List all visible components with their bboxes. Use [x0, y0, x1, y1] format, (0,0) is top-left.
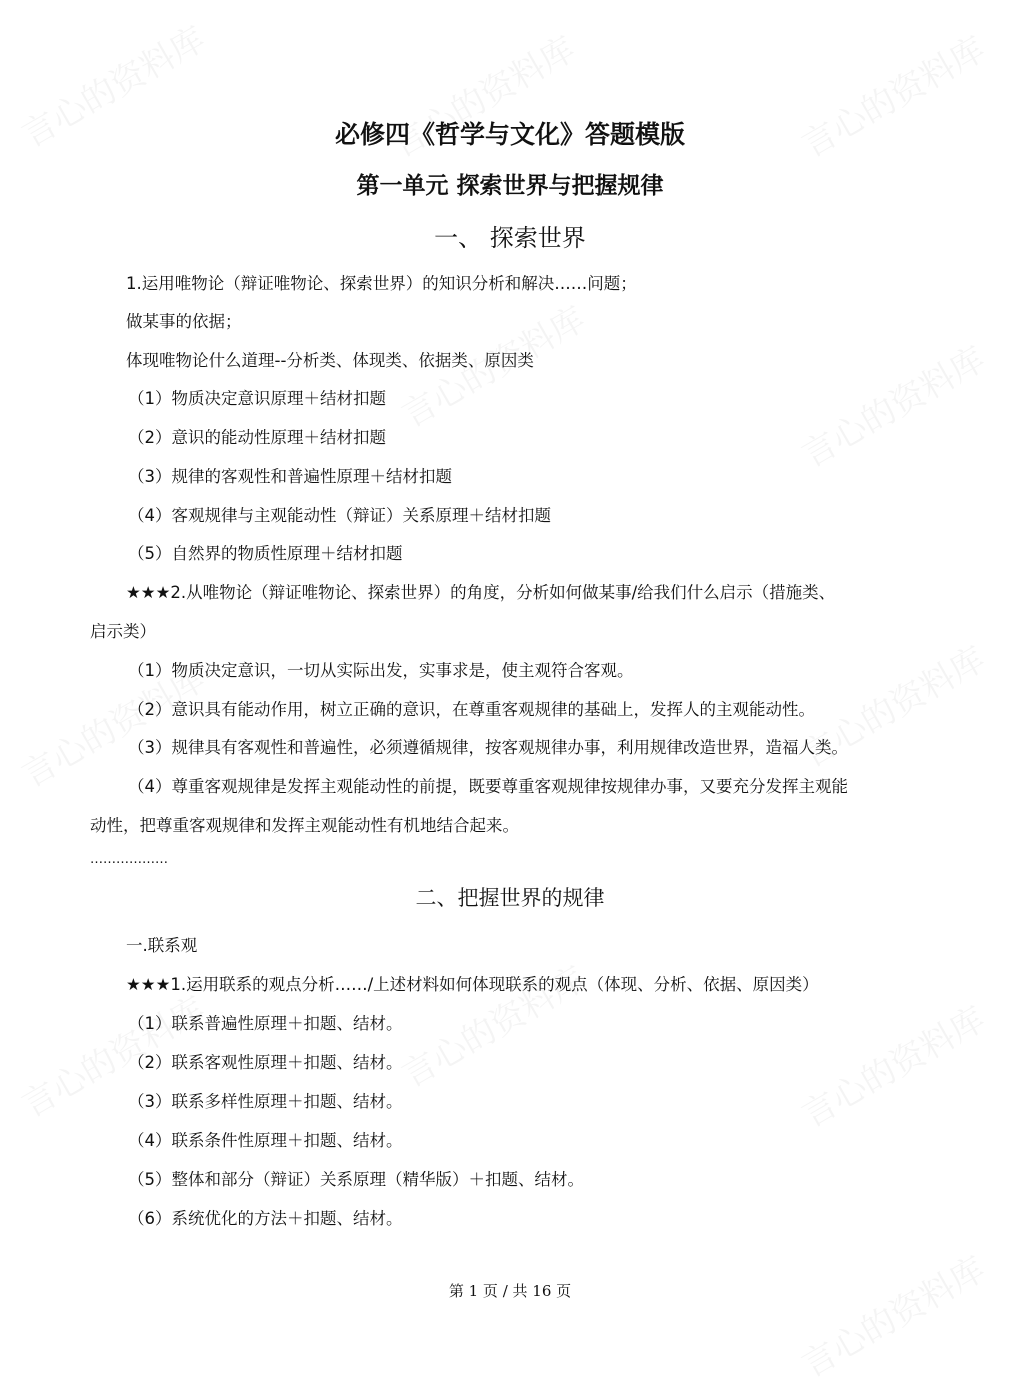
document-title: 必修四《哲学与文化》答题模版 — [334, 120, 685, 149]
question-text: 做某事的依据； — [126, 312, 242, 331]
list-item: （1）联系普遍性原理＋扣题、结材。 — [128, 1014, 403, 1033]
section-heading: 一、 探索世界 — [434, 224, 586, 252]
list-item: （4）尊重客观规律是发挥主观能动性的前提，既要尊重客观规律按规律办事，又要充分发挥主观能 — [128, 777, 848, 796]
list-item: （1）物质决定意识，一切从实际出发，实事求是，使主观符合客观。 — [128, 661, 634, 680]
question-text: ★★★2.从唯物论（辩证唯物论、探索世界）的角度，分析如何做某事/给我们什么启示（措施类、 — [126, 583, 836, 602]
unit-title: 第一单元 探索世界与把握规律 — [356, 173, 664, 199]
question-text: 1.运用唯物论（辩证唯物论、探索世界）的知识分析和解决……问题； — [126, 274, 637, 293]
question-text: ★★★1.运用联系的观点分析……/上述材料如何体现联系的观点（体现、分析、依据、原因类） — [126, 975, 819, 994]
list-item: （5）整体和部分（辩证）关系原理（精华版）＋扣题、结材。 — [128, 1170, 584, 1189]
list-item: （2）意识的能动性原理＋结材扣题 — [128, 428, 386, 447]
section-heading: 二、把握世界的规律 — [415, 886, 605, 910]
list-item: （3）联系多样性原理＋扣题、结材。 — [128, 1092, 403, 1111]
list-item: （6）系统优化的方法＋扣题、结材。 — [128, 1209, 403, 1228]
list-item: （3）规律具有客观性和普遍性，必须遵循规律，按客观规律办事，利用规律改造世界，造福人类。 — [128, 738, 848, 757]
watermark — [791, 992, 992, 1136]
list-item: （2）联系客观性原理＋扣题、结材。 — [128, 1053, 403, 1072]
ellipsis: ……………… — [90, 852, 168, 867]
list-item: 动性，把尊重客观规律和发挥主观能动性有机地结合起来。 — [90, 816, 519, 835]
page-number: 第 1 页 / 共 16 页 — [448, 1282, 572, 1300]
subheading: 一.联系观 — [126, 936, 198, 955]
list-item: （4）联系条件性原理＋扣题、结材。 — [128, 1131, 403, 1150]
list-item: （2）意识具有能动作用，树立正确的意识，在尊重客观规律的基础上，发挥人的主观能动性。 — [128, 700, 815, 719]
list-item: （1）物质决定意识原理＋结材扣题 — [128, 389, 386, 408]
list-item: （5）自然界的物质性原理＋结材扣题 — [128, 544, 403, 563]
watermark — [391, 952, 592, 1096]
list-item: （4）客观规律与主观能动性（辩证）关系原理＋结材扣题 — [128, 506, 551, 525]
watermark — [791, 332, 992, 476]
watermark — [791, 1242, 992, 1386]
question-text: 启示类） — [90, 622, 156, 641]
list-item: （3）规律的客观性和普遍性原理＋结材扣题 — [128, 467, 452, 486]
question-text: 体现唯物论什么道理--分析类、体现类、依据类、原因类 — [126, 351, 534, 370]
